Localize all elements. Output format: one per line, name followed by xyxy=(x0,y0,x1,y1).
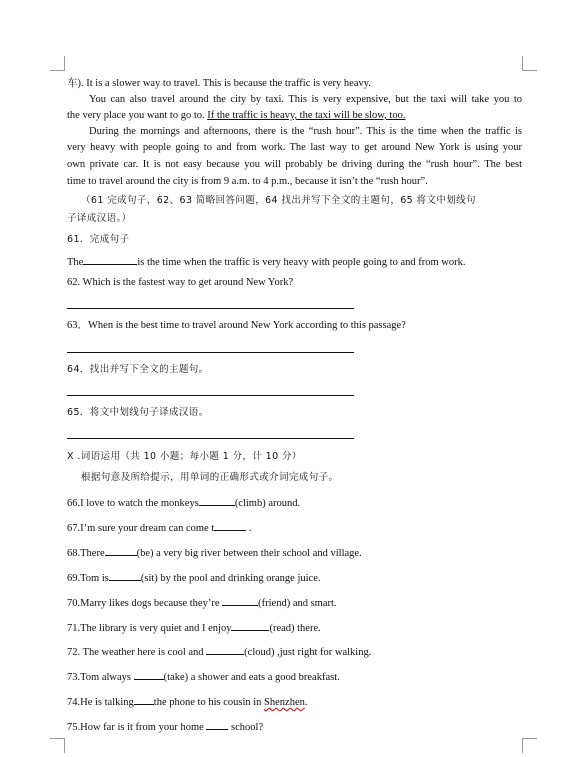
item-73-post: (take) a shower and eats a good breakfast. xyxy=(163,672,340,683)
question-64: 64．找出并写下全文的主题句。 xyxy=(67,364,209,375)
item-74-post: . xyxy=(304,697,308,708)
item-71-post: (read) there. xyxy=(269,623,321,634)
item-68-pre: 68.There xyxy=(67,548,105,559)
blank-75[interactable] xyxy=(206,719,228,730)
item-67-post: . xyxy=(246,523,252,534)
blank-67[interactable] xyxy=(214,520,246,531)
answer-line-65[interactable] xyxy=(67,438,354,439)
instructions-line-2: 子译成汉语。） xyxy=(67,213,132,224)
instructions-line-1: （61 完成句子，62、63 简略回答问题，64 找出并写下全文的主题句，65 将文中划线句 xyxy=(81,195,476,206)
blank-71[interactable] xyxy=(231,620,269,631)
answer-line-63[interactable] xyxy=(67,352,354,353)
item-72-post: (cloud) ,just right for walking. xyxy=(244,647,372,658)
section-10-instruction: 根据句意及所给提示，用单词的正确形式或介词完成句子。 xyxy=(81,472,339,483)
question-61-pre: The xyxy=(67,257,84,268)
section-10-title: X .词语运用（共 10 小题；每小题 1 分，计 10 分） xyxy=(67,451,302,462)
item-74 xyxy=(67,694,308,710)
blank-66[interactable] xyxy=(199,495,235,506)
reading-paragraph-3-line-1: During the mornings and afternoons, there is the “rush hour”. This is the time when the traffic is xyxy=(89,126,522,137)
item-67-pre: 67.I’m sure your dream can come t xyxy=(67,523,215,534)
item-74-pre: 74.He is talking xyxy=(67,697,134,708)
item-73 xyxy=(67,669,340,685)
reading-paragraph-2-line-1: You can also travel around the city by taxi. This is very expensive, but the taxi will take you to xyxy=(89,94,522,105)
reading-text: the very place you want to go to. xyxy=(67,110,208,121)
crop-mark-bottom-right xyxy=(522,738,537,753)
question-62: 62. Which is the fastest way to get around New York? xyxy=(67,277,294,288)
item-71 xyxy=(67,620,321,636)
item-67 xyxy=(67,520,252,536)
item-75-pre: 75.How far is it from your home xyxy=(67,722,207,733)
question-61-post: is the time when the traffic is very heavy with people going to and from work. xyxy=(137,257,466,268)
item-68-post: (be) a very big river between their school and village. xyxy=(136,548,362,559)
item-74-place: Shenzhen xyxy=(264,697,305,708)
item-71-pre: 71.The library is very quiet and I enjoy xyxy=(67,623,232,634)
item-68 xyxy=(67,545,362,561)
item-72-pre: 72. The weather here is cool and xyxy=(67,647,207,658)
blank-61[interactable] xyxy=(83,254,137,265)
reading-paragraph-3-line-3: own private car. It is not easy because you will probably be driving during the “rush hour”. The best xyxy=(67,159,522,170)
question-61-label: 61．完成句子 xyxy=(67,234,130,245)
item-74-mid: the phone to his cousin in xyxy=(153,697,265,708)
item-70-pre: 70.Marry likes dogs because they’re xyxy=(67,598,223,609)
item-75-post: school? xyxy=(228,722,264,733)
item-70-post: (friend) and smart. xyxy=(258,598,337,609)
reading-paragraph-1-tail: 车). It is a slower way to travel. This is because the traffic is very heavy. xyxy=(67,78,371,89)
item-69-post: (sit) by the pool and drinking orange juice. xyxy=(140,573,321,584)
item-66-post: (climb) around. xyxy=(234,498,301,509)
blank-72[interactable] xyxy=(206,644,244,655)
item-69 xyxy=(67,570,320,586)
item-70 xyxy=(67,595,337,611)
item-72 xyxy=(67,644,371,660)
blank-74[interactable] xyxy=(134,694,154,705)
item-66-pre: 66.I love to watch the monkeys xyxy=(67,498,199,509)
question-63: 63．When is the best time to travel around New York according to this passage? xyxy=(67,320,406,331)
item-75 xyxy=(67,719,263,735)
blank-73[interactable] xyxy=(134,669,164,680)
crop-mark-top-left xyxy=(50,56,65,71)
underlined-sentence: If the traffic is heavy, the taxi will be slow, too. xyxy=(207,110,406,121)
item-69-pre: 69.Tom is xyxy=(67,573,109,584)
reading-paragraph-3-line-4: time to travel around the city is from 9 a.m. to 4 p.m., because it isn’t the “rush hour”. xyxy=(67,176,428,187)
item-73-pre: 73.Tom always xyxy=(67,672,134,683)
reading-paragraph-3-line-2: very heavy with people going to and from work. The last way to get around New York is using your xyxy=(67,142,522,153)
item-66 xyxy=(67,495,300,511)
answer-line-62[interactable] xyxy=(67,308,354,309)
question-65: 65．将文中划线句子译成汉语。 xyxy=(67,407,209,418)
blank-70[interactable] xyxy=(222,595,258,606)
reading-paragraph-2-line-2 xyxy=(67,109,405,123)
crop-mark-bottom-left xyxy=(50,738,65,753)
blank-69[interactable] xyxy=(109,570,141,581)
crop-mark-top-right xyxy=(522,56,537,71)
answer-line-64[interactable] xyxy=(67,395,354,396)
blank-68[interactable] xyxy=(105,545,137,556)
question-61 xyxy=(67,254,465,270)
